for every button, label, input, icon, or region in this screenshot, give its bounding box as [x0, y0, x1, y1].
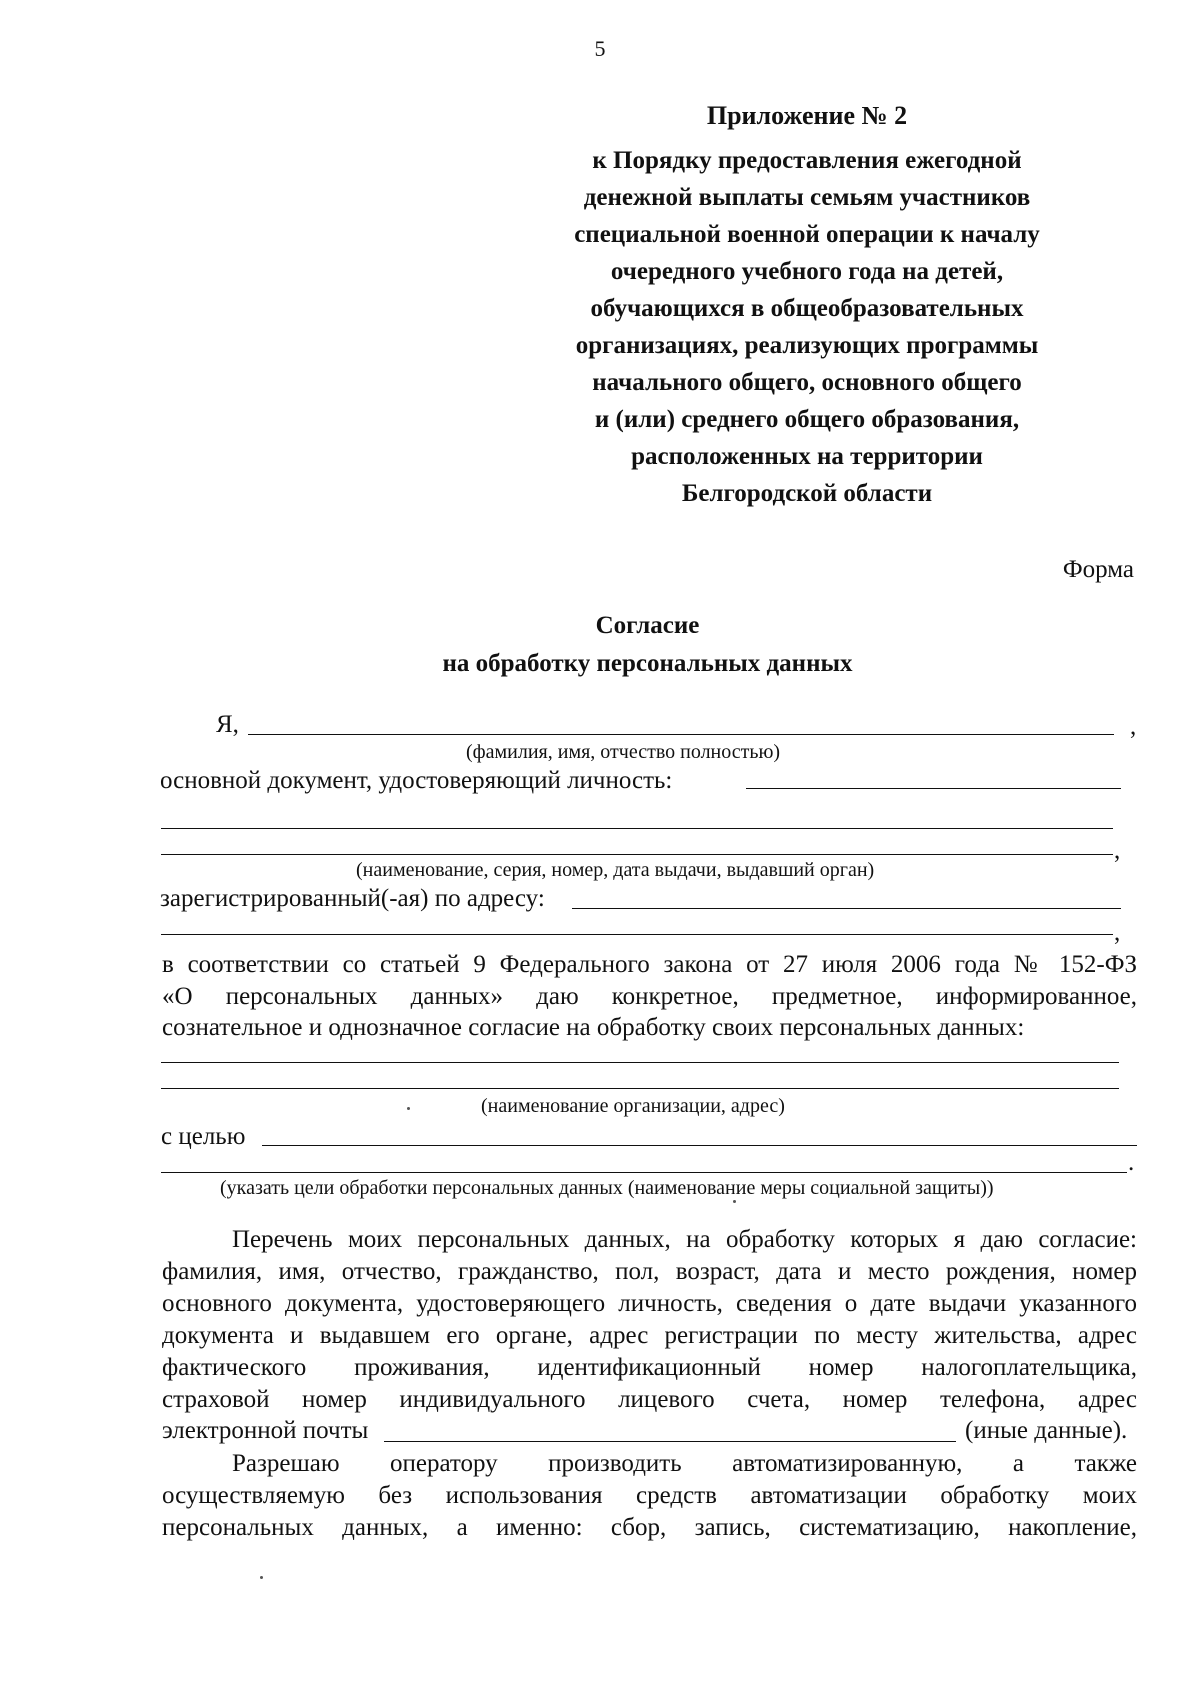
- doc-field-3[interactable]: [161, 854, 1113, 855]
- list-paragraph-line: фамилия, имя, отчество, гражданство, пол, возраст, дата и место рождения, номер: [162, 1258, 1137, 1285]
- org-field-2[interactable]: [161, 1088, 1119, 1089]
- appendix-line: расположенных на территории: [631, 443, 983, 470]
- other-data-field[interactable]: [384, 1441, 956, 1442]
- purpose-field-2[interactable]: [161, 1172, 1127, 1173]
- fio-comma: ,: [1130, 713, 1137, 740]
- doc-hint: (наименование, серия, номер, дата выдачи, выдавший орган): [356, 859, 875, 881]
- appendix-subtitle: [537, 142, 1077, 512]
- org-field-1[interactable]: [161, 1062, 1119, 1063]
- address-field-1[interactable]: [572, 908, 1121, 909]
- scan-speck: [407, 1107, 410, 1110]
- address-label: зарегистрированный(-ая) по адресу:: [160, 885, 545, 912]
- email-label: электронной почты: [162, 1417, 369, 1444]
- other-data-label: (иные данные).: [965, 1417, 1128, 1444]
- doc-label: основной документ, удостоверяющий личность:: [160, 767, 673, 794]
- appendix-line: денежной выплаты семьям участников: [583, 184, 1031, 211]
- ya-label: Я,: [216, 711, 239, 738]
- appendix-line: начального общего, основного общего: [592, 369, 1022, 396]
- appendix-line: к Порядку предоставления ежегодной: [592, 147, 1022, 174]
- permission-paragraph-line: персональных данных, а именно: сбор, запись, систематизацию, накопление,: [162, 1514, 1137, 1541]
- appendix-line: Белгородской области: [681, 480, 933, 507]
- address-field-2[interactable]: [161, 934, 1113, 935]
- fio-field[interactable]: [248, 734, 1114, 735]
- list-paragraph-line: документа и выдавшем его органе, адрес регистрации по месту жительства, адрес: [162, 1322, 1137, 1349]
- appendix-line: специальной военной операции к началу: [574, 221, 1040, 248]
- org-hint: (наименование организации, адрес): [481, 1095, 785, 1117]
- doc-field-1[interactable]: [746, 788, 1121, 789]
- law-text-line: «О персональных данных» даю конкретное, предметное, информированное,: [162, 983, 1137, 1010]
- list-paragraph-line: Перечень моих персональных данных, на обработку которых я даю согласие:: [232, 1226, 1137, 1253]
- fio-hint: (фамилия, имя, отчество полностью): [466, 741, 781, 763]
- consent-subtitle: на обработку персональных данных: [442, 650, 853, 677]
- appendix-line: очередного учебного года на детей,: [610, 258, 1004, 285]
- law-text-line: сознательное и однозначное согласие на обработку своих персональных данных:: [162, 1014, 1025, 1041]
- list-paragraph-line: фактического проживания, идентификационный номер налогоплательщика,: [162, 1354, 1137, 1381]
- list-paragraph-line: страховой номер индивидуального лицевого счета, номер телефона, адрес: [162, 1386, 1137, 1413]
- law-text-line: в соответствии со статьей 9 Федерального закона от 27 июля 2006 года № 152-ФЗ: [162, 951, 1137, 978]
- appendix-line: и (или) среднего общего образования,: [594, 406, 1020, 433]
- purpose-hint: (указать цели обработки персональных данных (наименование меры социальной защиты)): [220, 1177, 994, 1199]
- consent-title: Согласие: [595, 612, 700, 639]
- address-comma: ,: [1114, 919, 1121, 946]
- appendix-title: Приложение № 2: [706, 101, 908, 130]
- scan-speck: [260, 1576, 263, 1579]
- purpose-field-1[interactable]: [262, 1145, 1137, 1146]
- scan-speck: [733, 1200, 736, 1203]
- list-paragraph-line: основного документа, удостоверяющего личность, сведения о дате выдачи указанного: [162, 1290, 1137, 1317]
- appendix-line: обучающихся в общеобразовательных: [590, 295, 1024, 322]
- purpose-period: .: [1128, 1149, 1135, 1176]
- form-label: Форма: [1062, 556, 1134, 583]
- permission-paragraph-line: осуществляемую без использования средств автоматизации обработку моих: [162, 1482, 1137, 1509]
- permission-paragraph-line: Разрешаю оператору производить автоматизированную, а также: [232, 1450, 1137, 1477]
- purpose-label: с целью: [161, 1123, 246, 1150]
- page-number: 5: [594, 36, 606, 61]
- doc-field-2[interactable]: [161, 828, 1113, 829]
- appendix-line: организациях, реализующих программы: [575, 332, 1039, 359]
- doc-comma: ,: [1114, 837, 1121, 864]
